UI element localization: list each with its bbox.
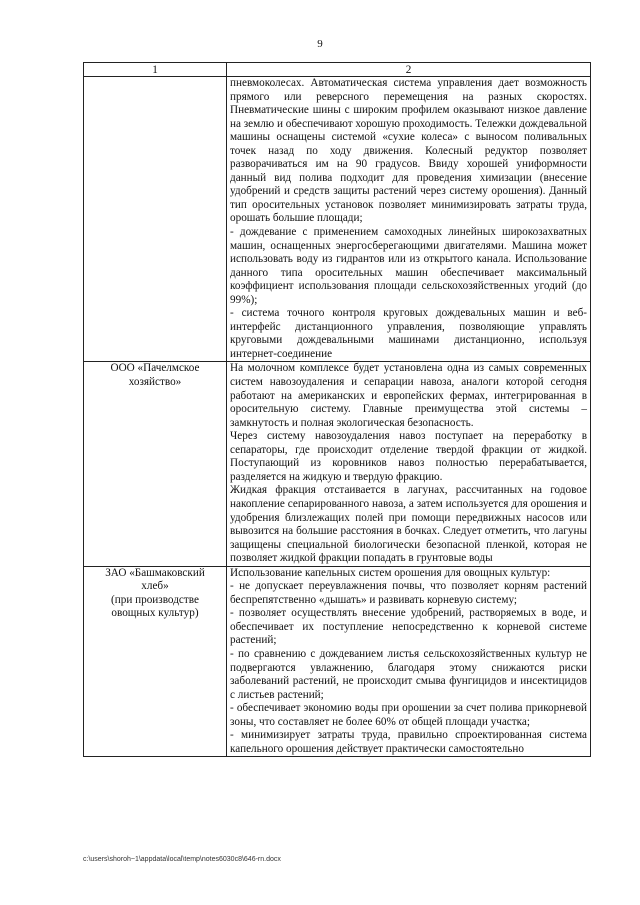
organization-line: хозяйство» <box>128 376 182 389</box>
description-cell <box>227 362 591 566</box>
document-file-path: c:\users\shoroh~1\appdata\local\temp\notes6030c8\646-rn.docx <box>83 856 281 863</box>
paragraph: - обеспечивает экономию воды при орошении за счет полива прикорневой зоны, что составляет не более 60% от общей площади участка; <box>230 702 587 728</box>
table-row <box>84 566 591 757</box>
column-header-2: 2 <box>227 63 591 77</box>
table-header-row <box>84 63 591 77</box>
organization-cell <box>84 77 227 362</box>
organization-line: овощных культур) <box>111 607 199 620</box>
paragraph: - позволяет осуществлять внесение удобрений, растворяемых в воде, и обеспечивает их поступление непосредственно к корневой системе растений; <box>230 607 587 647</box>
paragraph: - система точного контроля круговых дождевальных машин и веб-интерфейс дистанционного управления, позволяющие управлять круговыми дождевальными машинами дистанционно, используя интернет-соединение <box>230 307 587 360</box>
paragraph: Через систему навозоудаления навоз поступает на переработку в сепараторы, где происходит отделение твердой фракции от жидкой. Поступающий из коровников навоз полностью перерабатывается, разделяется на жидкую и твердую фракцию. <box>230 430 587 483</box>
paragraph: - минимизирует затраты труда, правильно спроектированная система капельного орошения действует практически самостоятельно <box>230 729 587 755</box>
table-row <box>84 362 591 566</box>
paragraph: На молочном комплексе будет установлена одна из самых современных систем навозоудаления и сепарации навоза, аналоги которой сегодня работают на американских и европейских фермах, интегрированная в оросительную систему. Главные преимущества этой системы – замкнутость и полная экологическая безопасность. <box>230 362 587 429</box>
description-cell <box>227 566 591 757</box>
paragraph: Жидкая фракция отстаивается в лагунах, рассчитанных на годовое накопление сепарированного навоза, а затем используется для орошения и удобрения близлежащих полей при помощи передвижных насосов или вывозится на большие расстояния в бочках. Следует отметить, что лагуны защищены специальной биологически безопасной пленкой, которая не позволяет жидкой фракции попадать в грунтовые воды <box>230 484 587 565</box>
organization-cell <box>84 566 227 757</box>
paragraph: - дождевание с применением самоходных линейных широкозахватных машин, оснащенных энергосберегающими двигателями. Машина может использовать воду из гидрантов или из открытого канала. Использование данного типа оросительных машин обеспечивает максимальный коэффициент использования площади сельскохозяйственных угодий (до 99%); <box>230 226 587 306</box>
organization-cell <box>84 362 227 566</box>
description-cell <box>227 77 591 362</box>
organization-line: хлеб» <box>141 580 169 593</box>
paragraph: - по сравнению с дождеванием листья сельскохозяйственных культур не подвергаются увлажнению, благодаря этому снижаются риски заболеваний растений, не происходит смыва фунгицидов и инсектицидов с листьев растений; <box>230 647 587 701</box>
organization-line: ЗАО «Башмаковский <box>105 566 205 579</box>
paragraph: Использование капельных систем орошения для овощных культур: <box>230 566 551 579</box>
irrigation-table <box>83 62 591 757</box>
column-header-1: 1 <box>84 63 227 77</box>
paragraph: - не допускает переувлажнения почвы, что позволяет корням растений беспрепятственно «дышать» и развивать корневую систему; <box>230 580 587 606</box>
organization-line: ООО «Пачелмское <box>110 362 200 375</box>
paragraph: пневмоколесах. Автоматическая система управления дает возможность прямого или реверсного перемещения на разных скоростях. Пневматические шины с широким профилем оказывают низкое давление на землю и обеспечивают хорошую проходимость. Тележки дождевальной машины оснащены системой «сухие колеса» с выносом поливальных точек назад по ходу движения. Колесный редуктор позволяет разворачиваться им на 90 градусов. Ввиду хорошей униформности данный вид полива подходит для проведения химизации (внесение удобрений и средств защиты растений через систему орошения). Данный тип оросительных установок позволяет минимизировать затраты труда, орошать большие площади; <box>230 77 587 225</box>
table-row <box>84 77 591 362</box>
page-number: 9 <box>317 38 323 50</box>
organization-line: (при производстве <box>111 593 199 606</box>
